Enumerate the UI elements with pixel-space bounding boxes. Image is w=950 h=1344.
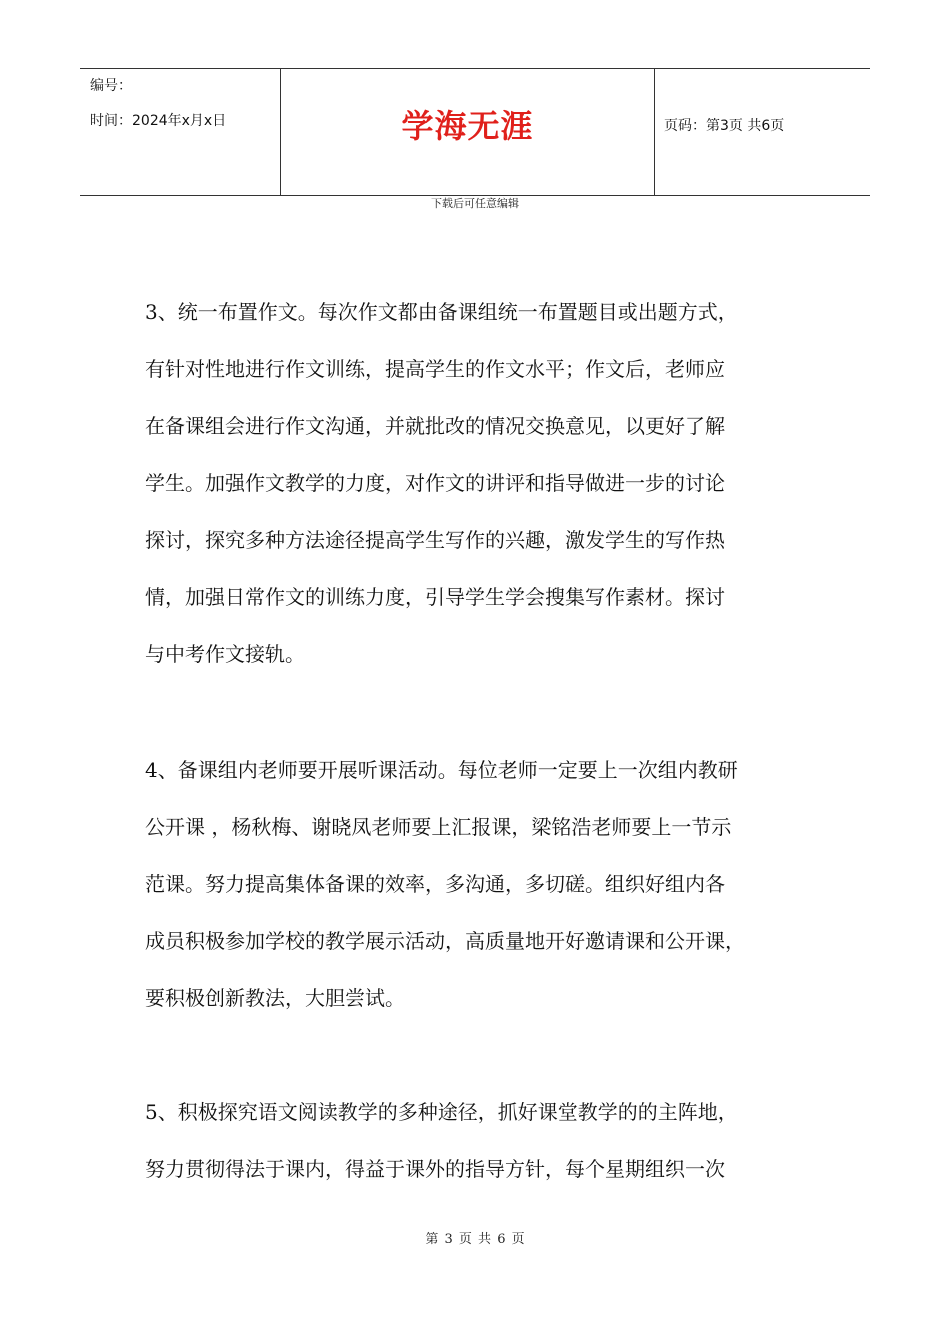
page-indicator: 页码：第3页 共6页 [664, 118, 785, 134]
paragraph-4 [145, 742, 845, 1027]
date-label: 时间：2024年x月x日 [90, 113, 227, 129]
paragraph-line: 4、备课组内老师要开展听课活动。每位老师一定要上一次组内教研 [145, 758, 738, 782]
paragraph-line: 3、统一布置作文。每次作文都由备课组统一布置题目或出题方式， [145, 300, 738, 324]
header-table [80, 68, 870, 196]
page-footer: 第 3 页 共 6 页 [425, 1232, 525, 1247]
paragraph-5 [145, 1084, 845, 1198]
paragraph-line: 成员积极参加学校的教学展示活动，高质量地开好邀请课和公开课， [145, 929, 745, 953]
serial-number-label: 编号： [90, 78, 132, 94]
paragraph-line: 要积极创新教法，大胆尝试。 [145, 986, 405, 1010]
paragraph-line: 公开课 ，杨秋梅、谢晓凤老师要上汇报课，梁铭浩老师要上一节示 [145, 815, 732, 839]
paragraph-line: 5、积极探究语文阅读教学的多种途径，抓好课堂教学的的主阵地， [145, 1100, 738, 1124]
paragraph-line: 努力贯彻得法于课内，得益于课外的指导方针，每个星期组织一次 [145, 1157, 725, 1181]
paragraph-line: 在备课组会进行作文沟通，并就批改的情况交换意见，以更好了解 [145, 414, 725, 438]
download-note: 下载后可任意编辑 [431, 197, 519, 210]
paragraph-line: 情，加强日常作文的训练力度，引导学生学会搜集写作素材。探讨 [145, 585, 725, 609]
paragraph-3 [145, 284, 845, 683]
paragraph-line: 范课。努力提高集体备课的效率，多沟通，多切磋。组织好组内各 [145, 872, 725, 896]
paragraph-line: 有针对性地进行作文训练，提高学生的作文水平；作文后，老师应 [145, 357, 725, 381]
document-title: 学海无涯 [401, 107, 534, 145]
paragraph-line: 与中考作文接轨。 [145, 642, 305, 666]
paragraph-line: 探讨，探究多种方法途径提高学生写作的兴趣，激发学生的写作热 [145, 528, 725, 552]
paragraph-line: 学生。加强作文教学的力度，对作文的讲评和指导做进一步的讨论 [145, 471, 725, 495]
